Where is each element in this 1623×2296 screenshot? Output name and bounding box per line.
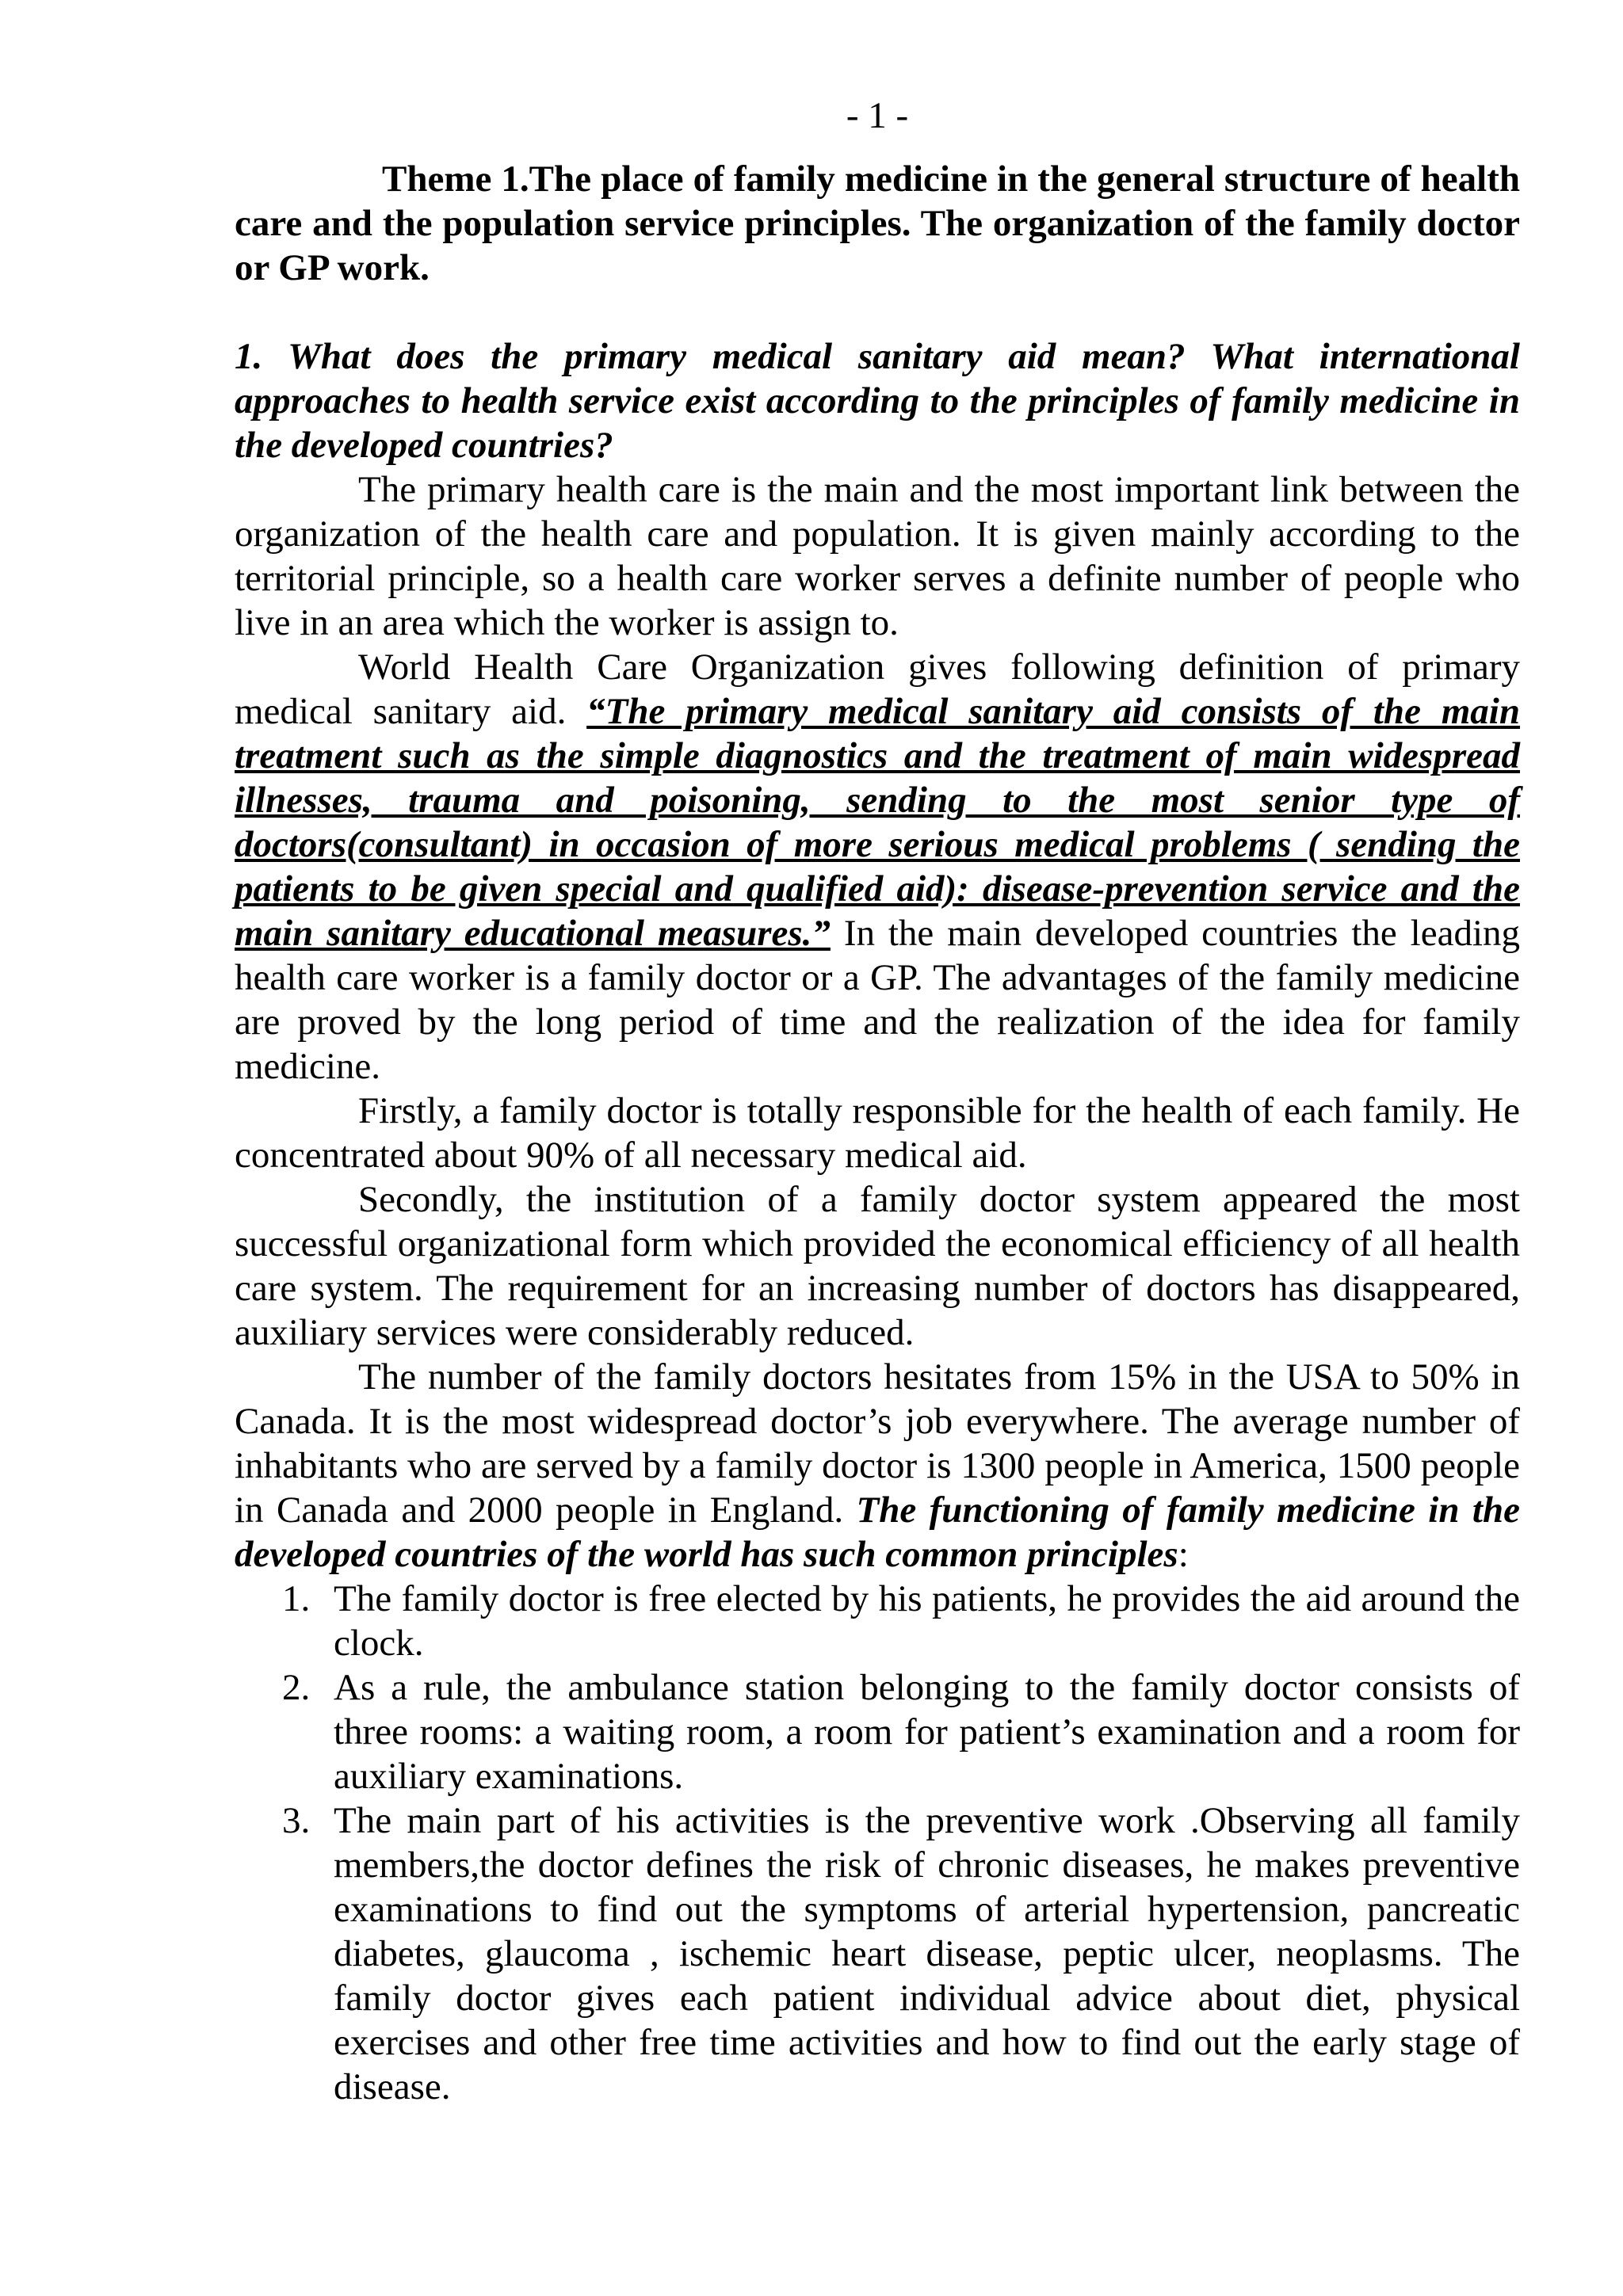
- list-item-number: 2.: [282, 1667, 311, 1708]
- list-item-text: The main part of his activities is the preventive work .Observing all family members,the doctor defines the risk of chronic diseases, he makes preventive examinations to find out the symptoms of arterial hypertension, pancreatic diabetes, glaucoma , ischemic heart disease, peptic ulcer, neoplasms. The family doctor gives each patient individual advice about diet, physical exercises and other free time activities and how to find out the early stage of disease.: [334, 1800, 1520, 2107]
- paragraph-firstly: Firstly, a family doctor is totally responsible for the health of each family. He concentrated about 90% of all necessary medical aid.: [235, 1090, 1520, 1176]
- who-definition-quote: “The primary medical sanitary aid consists of the main treatment such as the simple diagnostics and the treatment of main widespread illnesses, trauma and poisoning, sending to the most senior type of doctors(consultant) in occasion of more serious medical problems ( sending the patients to be given special and qualified aid): disease-prevention service and the main sanitary educational measures.”: [235, 691, 1520, 954]
- list-item: [235, 1798, 1520, 2109]
- list-item-text: The family doctor is free elected by his patients, he provides the aid around the clock.: [334, 1578, 1520, 1664]
- page-content: [235, 93, 1520, 2109]
- who-definition-intro: World Health Care Organization gives following definition of primary medical sanitary aid.: [235, 646, 1520, 732]
- list-item-text: As a rule, the ambulance station belonging to the family doctor consists of three rooms: a waiting room, a room for patient’s examination and a room for auxiliary examinations.: [334, 1667, 1520, 1797]
- paragraph-family-doctor-numbers: [235, 1355, 1520, 1577]
- principles-list: [235, 1577, 1520, 2109]
- paragraph-primary-health-care: The primary health care is the main and the most important link between the organization of the health care and population. It is given mainly according to the territorial principle, so a health care worker serves a definite number of people who live in an area which the worker is assign to.: [235, 469, 1520, 643]
- list-item-number: 3.: [282, 1800, 311, 1841]
- page-number: - 1 -: [846, 95, 909, 136]
- list-item: [235, 1665, 1520, 1798]
- paragraph-who-definition: [235, 645, 1520, 1089]
- list-item: [235, 1577, 1520, 1665]
- theme-title: Theme 1.The place of family medicine in the general structure of health care and the population service principles. The organization of the family doctor or GP work.: [235, 158, 1520, 288]
- question-heading: 1. What does the primary medical sanitary aid mean? What international approaches to health service exist according to the principles of family medicine in the developed countries?: [235, 336, 1520, 466]
- list-item-number: 1.: [282, 1578, 311, 1619]
- paragraph-secondly: Secondly, the institution of a family doctor system appeared the most successful organizational form which provided the economical efficiency of all health care system. The requirement for an increasing number of doctors has disappeared, auxiliary services were considerably reduced.: [235, 1179, 1520, 1353]
- common-principles-colon: :: [1178, 1534, 1189, 1575]
- common-principles-lead: The functioning of family medicine in the developed countries of the world has such common principles: [235, 1489, 1520, 1575]
- family-doctor-advantages: In the main developed countries the leading health care worker is a family doctor or a GP. The advantages of the family medicine are proved by the long period of time and the realization of the idea for family medicine.: [235, 913, 1520, 1087]
- family-doctor-statistics: The number of the family doctors hesitates from 15% in the USA to 50% in Canada. It is the most widespread doctor’s job everywhere. The average number of inhabitants who are served by a family doctor is 1300 people in America, 1500 people in Canada and 2000 people in England.: [235, 1356, 1520, 1531]
